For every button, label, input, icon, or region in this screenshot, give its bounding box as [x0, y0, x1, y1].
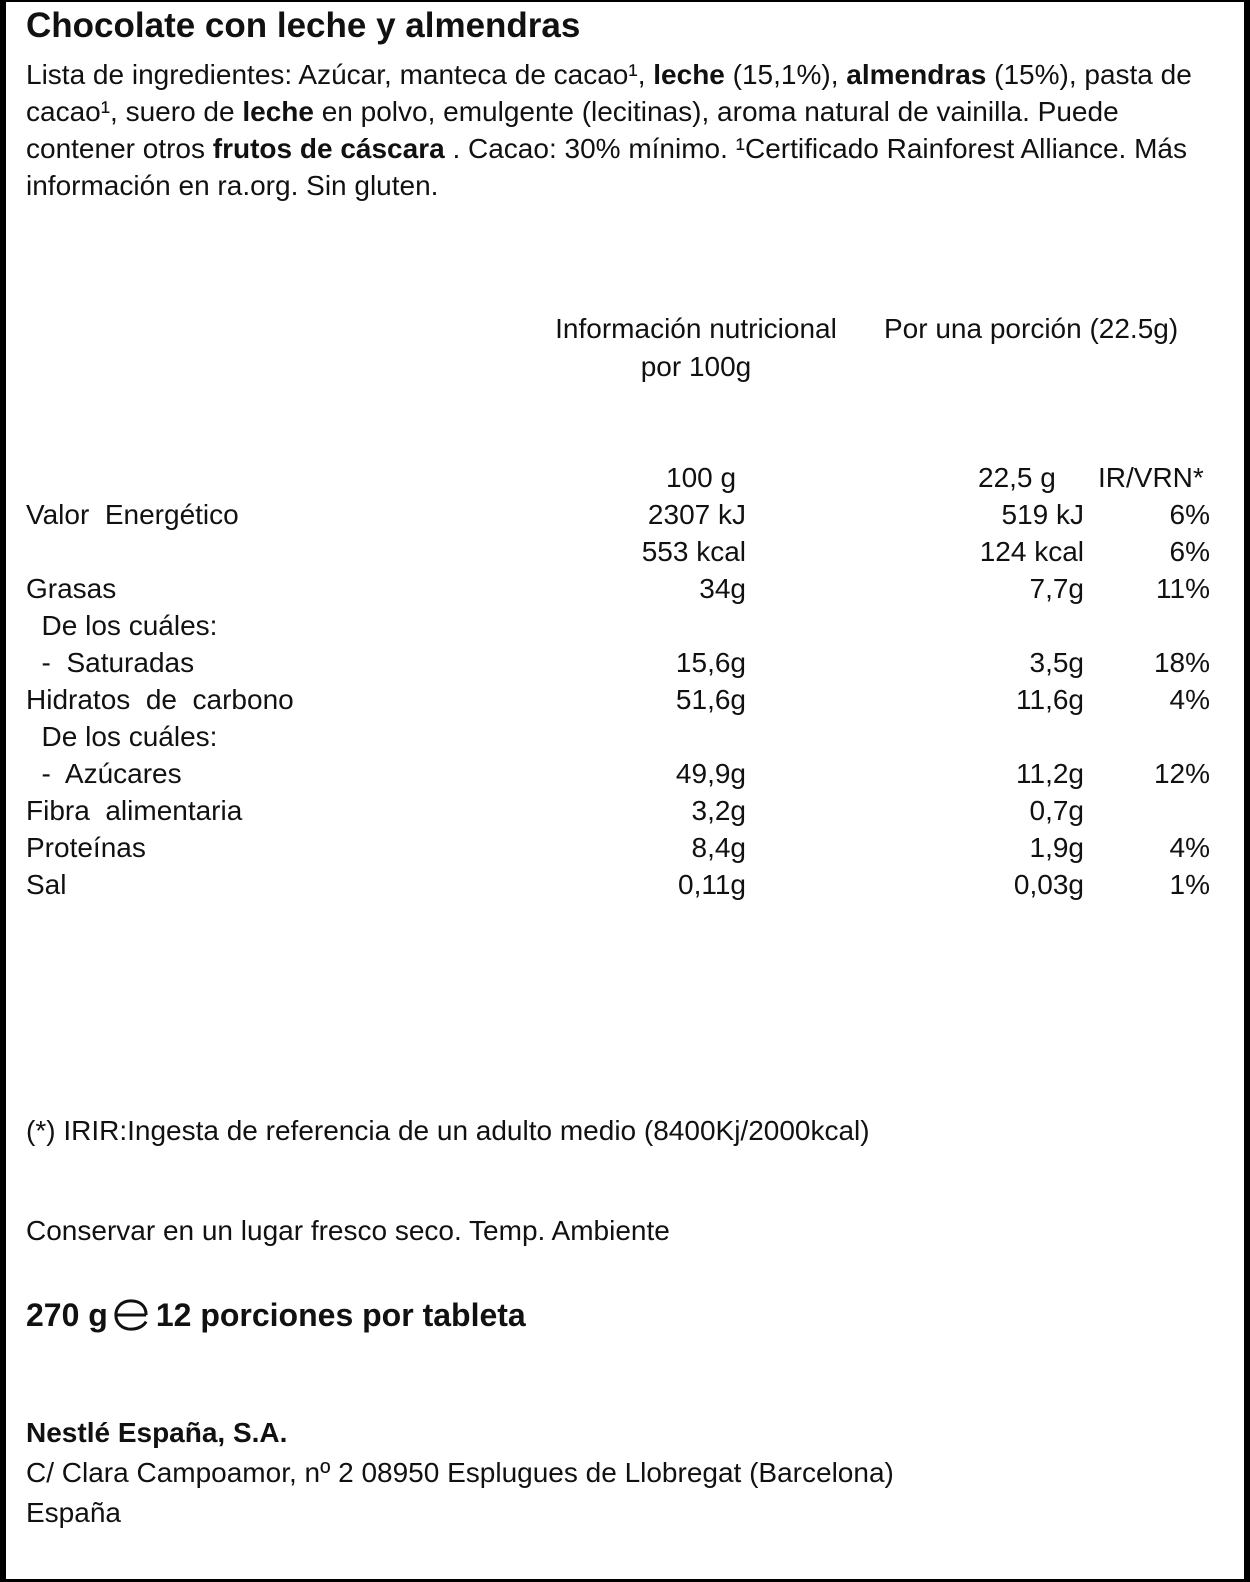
storage-instructions: Conservar en un lugar fresco seco. Temp. Ambiente — [26, 1215, 670, 1246]
nutrition-v100-cell: 0,11g — [678, 869, 746, 900]
manufacturer-country: España — [26, 1497, 121, 1528]
nutrition-label-cell: - Saturadas — [26, 647, 195, 678]
nutrition-label-cell: Proteínas — [26, 832, 146, 863]
manufacturer-name: Nestlé España, S.A. — [26, 1417, 288, 1448]
nutrition-ir-cell: 1% — [1169, 869, 1210, 900]
nutrition-vp-cell: 3,5g — [1029, 647, 1084, 678]
ingredient-text: Lista de ingredientes: Azúcar, manteca de cacao¹, — [26, 59, 654, 90]
nutrition-v100-cell: 15,6g — [675, 647, 746, 678]
allergen-text: leche — [653, 59, 725, 90]
nutrition-vp-cell: 0,7g — [1029, 795, 1084, 826]
nutrition-ir-cell: 6% — [1169, 536, 1210, 567]
nutrition-label-cell: - Azúcares — [26, 758, 182, 789]
ingredient-text: en polvo, emulgente (lecitinas), aroma natural de vainilla. Puede contener otros — [26, 96, 1119, 164]
nutrition-v100-cell: 553 kcal — [641, 536, 746, 567]
nutrition-v100-cell: 2307 kJ — [647, 499, 746, 530]
ingredient-text: (15%), pasta de cacao¹, suero de — [26, 59, 1192, 127]
header-per-100g-line2: por 100g — [640, 351, 752, 382]
nutrition-vp-cell: 7,7g — [1029, 573, 1084, 604]
ingredient-text: (15,1%), — [724, 59, 847, 90]
net-quantity — [26, 1295, 526, 1335]
ingredients-paragraph — [26, 56, 1196, 204]
nutrition-v100-cell: 34g — [699, 573, 746, 604]
nutrition-label-cell: Sal — [26, 869, 67, 900]
nutrition-vp-cell: 124 kcal — [979, 536, 1084, 567]
column-100g: 100 g — [666, 462, 737, 493]
nutrition-label-cell: Fibra alimentaria — [26, 795, 243, 826]
product-title: Chocolate con leche y almendras — [26, 6, 581, 45]
nutrition-label-cell: Grasas — [26, 573, 117, 604]
header-per-100g-line1: Información nutricional — [555, 313, 837, 344]
nutrition-vp-cell: 11,2g — [1016, 758, 1084, 789]
nutrition-ir-cell: 4% — [1169, 832, 1210, 863]
allergen-text: frutos de cáscara — [212, 133, 445, 164]
nutrition-v100-cell: 8,4g — [691, 832, 746, 863]
allergen-text: leche — [242, 96, 314, 127]
nutrition-v100-cell: 49,9g — [675, 758, 746, 789]
nutrition-ir-cell: 12% — [1153, 758, 1210, 789]
nutrition-ir-cell: 11% — [1156, 573, 1210, 604]
column-portion: 22,5 g — [978, 462, 1056, 493]
nutrition-label-cell: De los cuáles: — [26, 610, 218, 641]
nutrition-ir-cell: 6% — [1169, 499, 1210, 530]
nutrition-label-cell: De los cuáles: — [26, 721, 218, 752]
header-per-100g — [526, 310, 866, 386]
manufacturer-address: C/ Clara Campoamor, nº 2 08950 Esplugues de Llobregat (Barcelona) — [26, 1457, 894, 1488]
nutrition-label-cell: Hidratos de carbono — [26, 684, 294, 715]
e-mark-icon — [112, 1298, 150, 1332]
allergen-text: almendras — [846, 59, 987, 90]
nutrition-ir-cell: 18% — [1153, 647, 1210, 678]
header-per-portion: Por una porción (22.5g) — [884, 313, 1179, 344]
footnote: (*) IRIR:Ingesta de referencia de un adulto medio (8400Kj/2000kcal) — [26, 1115, 870, 1146]
ingredient-text: . Cacao: 30% mínimo. ¹Certificado Rainforest Alliance. Más información en ra.org. Sin gluten. — [26, 133, 1187, 201]
nutrition-vp-cell: 1,9g — [1029, 832, 1084, 863]
column-ir-vrn: IR/VRN* — [1098, 462, 1204, 493]
nutrition-vp-cell: 11,6g — [1016, 684, 1084, 715]
nutrition-vp-cell: 519 kJ — [1001, 499, 1084, 530]
portions-per-bar: 12 porciones por tableta — [155, 1297, 526, 1333]
nutrition-ir-cell: 4% — [1169, 684, 1210, 715]
net-weight: 270 g — [26, 1297, 108, 1333]
nutrition-v100-cell: 51,6g — [675, 684, 746, 715]
nutrition-v100-cell: 3,2g — [691, 795, 746, 826]
nutrition-label-cell: Valor Energético — [26, 499, 239, 530]
nutrition-vp-cell: 0,03g — [1013, 869, 1084, 900]
